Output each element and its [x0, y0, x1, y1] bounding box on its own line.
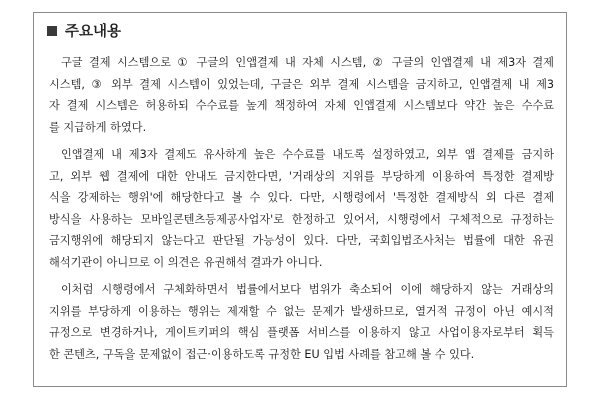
text-line: 인앱결제 내 제3자 결제도 유사하게 높은 수수료를 내도록 설정하였고, 외부 앱 결제를 금지하 [61, 148, 554, 161]
text-line: 한 콘텐츠, 구독을 문제없이 접근·이용하도록 규정한 EU 입법 사례를 참고해 볼 수 있다. [49, 347, 475, 361]
square-bullet-icon [47, 26, 57, 36]
section-title: 주요내용 [65, 24, 122, 40]
text-line: 구글 결제 시스템으로 ① 구글의 인앱결제 내 자체 시스템, ② 구글의 인앱결제 내 제3자 결제 [61, 56, 554, 69]
text-line: 식을 강제하는 행위'에 해당한다고 볼 수 있다. 다만, 시행령에서 '특정한 결제방식 외 다른 결제 [49, 191, 554, 204]
text-line: 자 결제 시스템은 허용하되 수수료를 높게 책정하여 자체 인앱결제 시스템보다 약간 높은 수수료 [49, 99, 554, 112]
text-line: 금지행위에 해당되지 않는다고 판단될 가능성이 있다. 다만, 국회입법조사처는 법률에 대한 유권 [49, 234, 554, 247]
text-line: 해석기관이 아니므로 이 의견은 유권해석 결과가 아니다. [49, 255, 323, 269]
text-line: 이처럼 시행령에서 구체화하면서 법률에서보다 범위가 축소되어 이에 해당하지 않는 거래상의 [61, 283, 554, 296]
paragraph [49, 52, 554, 138]
text-line: 시스템, ③ 외부 결제 시스템이 있었는데, 구글은 외부 결제 시스템을 금지하고, 인앱결제 내 제3 [49, 77, 554, 91]
text-line: 규정으로 변경하거나, 게이트키퍼의 핵심 플랫폼 서비스를 이용하지 않고 사업이용자로부터 획득 [49, 326, 554, 339]
text-line: 고, 외부 웹 결제에 대한 안내도 금지한다면, '거래상의 지위를 부당하게 이용하여 특정한 결제방 [49, 169, 554, 183]
paragraph [49, 144, 554, 273]
text-line: 지위를 부당하게 이용하는 행위는 제재할 수 없는 문제가 발생하므로, 열거적 규정이 아닌 예시적 [49, 304, 554, 318]
paragraph [49, 279, 554, 365]
text-line: 를 지급하게 하였다. [49, 120, 147, 134]
text-line: 방식을 사용하는 모바일콘텐츠등제공사업자'로 한정하고 있어서, 시행령에서 구체적으로 규정하는 [49, 212, 554, 226]
section-heading [47, 20, 121, 41]
section-body [49, 52, 554, 371]
